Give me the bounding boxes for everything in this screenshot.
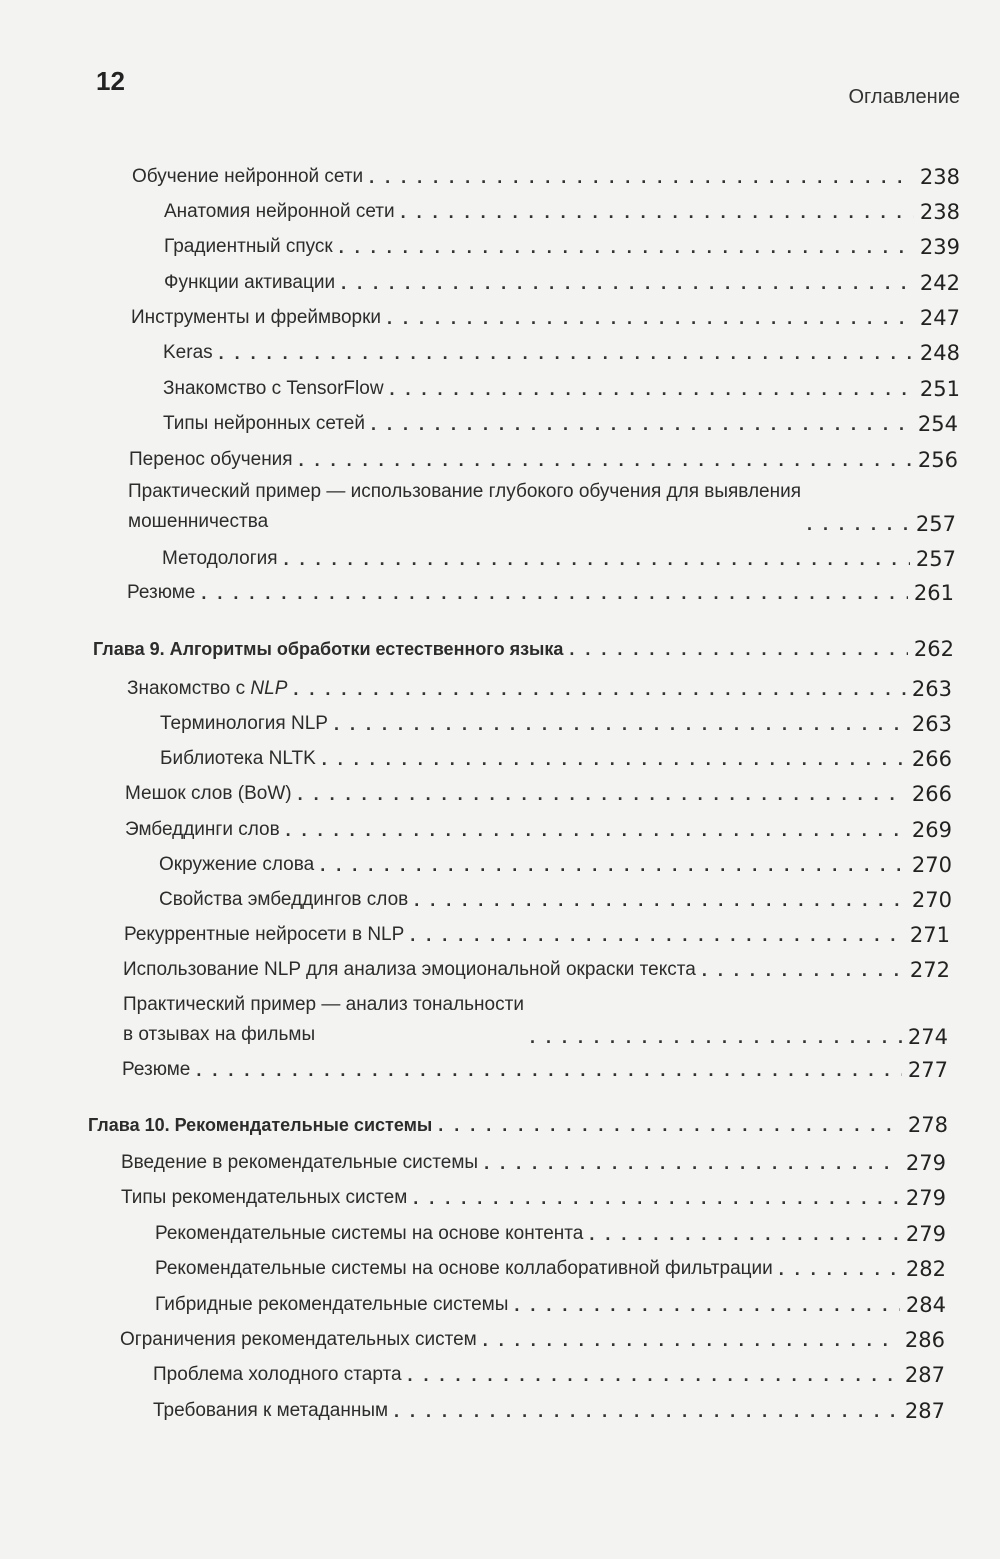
toc-entry [132, 160, 960, 190]
toc-entry-page: 277 [907, 1058, 948, 1082]
leader-dots [779, 1256, 900, 1282]
toc-entry-page: 263 [911, 712, 952, 736]
toc-entry-title: Методология [162, 548, 278, 569]
toc-entry-title-line2: мошенничества [128, 511, 269, 532]
toc-entry-page: 282 [905, 1257, 946, 1281]
leader-dots [394, 1398, 899, 1424]
toc-entry [128, 477, 956, 537]
toc-entry [160, 707, 952, 737]
toc-entry [123, 990, 948, 1050]
leader-dots [514, 1292, 900, 1318]
leader-dots [410, 922, 904, 948]
leader-dots [201, 580, 908, 606]
toc-chapter-entry [88, 1108, 948, 1138]
toc-entry-page: 266 [911, 747, 952, 771]
toc-entry-title: Анатомия нейронной сети [164, 201, 395, 222]
toc-entry-page: 263 [911, 677, 952, 701]
toc-entry [163, 407, 958, 437]
leader-dots [702, 957, 904, 983]
toc-entry-page: 279 [905, 1222, 946, 1246]
toc-entry [155, 1252, 946, 1282]
leader-dots [299, 447, 912, 473]
toc-entry [127, 672, 952, 702]
toc-entry [164, 195, 960, 225]
leader-dots [286, 817, 906, 843]
toc-entry-title: Требования к метаданным [153, 1400, 389, 1421]
toc-entry-title [128, 477, 801, 537]
toc-entry-page: 257 [915, 547, 956, 571]
toc-entry-page: 254 [917, 412, 958, 436]
toc-entry-title-line1: Практический пример — анализ тональности [123, 994, 524, 1015]
toc-entry-title-line1: Практический пример — использование глубокого обучения для выявления [128, 481, 802, 502]
toc-entry-title: Эмбеддинги слов [125, 819, 280, 840]
leader-dots [369, 164, 914, 190]
toc-entry [153, 1394, 945, 1424]
toc-entry [159, 883, 952, 913]
toc-entry-title: Рекомендательные системы на основе контента [155, 1223, 584, 1244]
toc-entry-page: 248 [919, 341, 960, 365]
leader-dots [320, 852, 906, 878]
toc-entry [127, 576, 954, 606]
toc-entry-page: 279 [905, 1151, 946, 1175]
toc-entry-page: 251 [919, 377, 960, 401]
leader-dots [438, 1112, 902, 1138]
toc-entry-title: Глава 10. Рекомендательные системы [88, 1115, 433, 1135]
toc-entry-title: Рекомендательные системы на основе коллаборативной фильтрации [155, 1258, 773, 1279]
toc-entry [164, 230, 960, 260]
leader-dots [807, 511, 910, 537]
toc-entry [155, 1217, 946, 1247]
toc-entry [124, 918, 950, 948]
leader-dots [219, 340, 914, 366]
toc-entry [131, 301, 960, 331]
toc-entry-title [123, 990, 524, 1050]
toc-entry-title: Keras [163, 342, 213, 363]
toc-entry-page: 247 [919, 306, 960, 330]
toc-entry-title: Окружение слова [159, 854, 315, 875]
toc-entry-page: 238 [919, 200, 960, 224]
toc-entry-title: Градиентный спуск [164, 236, 333, 257]
toc-entry-title: Проблема холодного старта [153, 1364, 402, 1385]
leader-dots [413, 1185, 900, 1211]
toc-entry-title: Перенос обучения [129, 449, 293, 470]
toc-entry-title: Библиотека NLTK [160, 748, 316, 769]
toc-entry-page: 269 [911, 818, 952, 842]
toc-entry-page: 284 [905, 1293, 946, 1317]
toc-entry-title: Резюме [127, 582, 196, 603]
leader-dots [284, 546, 910, 572]
toc-entry-title: Мешок слов (BoW) [125, 783, 292, 804]
leader-dots [414, 887, 906, 913]
toc-entry [160, 742, 952, 772]
toc-entry [121, 1146, 946, 1176]
leader-dots [196, 1057, 902, 1083]
toc-entry-title: Обучение нейронной сети [132, 166, 364, 187]
toc-entry-title: Инструменты и фреймворки [131, 307, 382, 328]
toc-entry-title: Терминология NLP [160, 713, 328, 734]
toc-entry-title-line2: в отзывах на фильмы [123, 1024, 316, 1045]
toc-entry-page: 287 [904, 1363, 945, 1387]
toc-entry-title-emphasis: NLP [250, 678, 288, 699]
toc-entry-title: Рекуррентные нейросети в NLP [124, 924, 405, 945]
leader-dots [408, 1362, 899, 1388]
toc-entry [159, 848, 952, 878]
leader-dots [387, 305, 914, 331]
toc-entry-page: 274 [907, 1025, 948, 1049]
leader-dots [334, 711, 906, 737]
toc-entry [163, 372, 960, 402]
leader-dots [483, 1327, 899, 1353]
leader-dots [390, 376, 914, 402]
toc-entry-page: 257 [915, 512, 956, 536]
toc-entry-title: Функции активации [164, 272, 336, 293]
toc-entry-title: Знакомство с TensorFlow [163, 378, 384, 399]
toc-entry-page: 272 [909, 958, 950, 982]
toc-entry [129, 443, 958, 473]
toc-entry-page: 270 [911, 853, 952, 877]
toc-entry-page: 262 [913, 637, 954, 661]
toc-entry-page: 256 [917, 448, 958, 472]
toc-entry [120, 1323, 945, 1353]
toc-entry-page: 266 [911, 782, 952, 806]
toc-entry [121, 1181, 946, 1211]
toc-entry-page: 287 [904, 1399, 945, 1423]
toc-entry-title: Ограничения рекомендательных систем [120, 1329, 477, 1350]
leader-dots [339, 234, 914, 260]
leader-dots [298, 781, 906, 807]
leader-dots [589, 1221, 900, 1247]
toc-entry-page: 279 [905, 1186, 946, 1210]
toc-entry-page: 239 [919, 235, 960, 259]
toc-entry-title: Введение в рекомендательные системы [121, 1152, 479, 1173]
toc-entry-page: 238 [919, 165, 960, 189]
toc-entry-page: 286 [904, 1328, 945, 1352]
toc-entry [125, 777, 952, 807]
toc-entry-page: 270 [911, 888, 952, 912]
leader-dots [341, 270, 914, 296]
toc-entry [153, 1358, 945, 1388]
toc-entry [155, 1288, 946, 1318]
toc-entry-title: Свойства эмбеддингов слов [159, 889, 409, 910]
page-number: 12 [96, 66, 125, 96]
toc-entry-title: Использование NLP для анализа эмоциональной окраски текста [123, 959, 696, 980]
leader-dots [401, 199, 914, 225]
leader-dots [371, 411, 912, 437]
toc-entry-title: Глава 9. Алгоритмы обработки естественного языка [93, 639, 564, 659]
toc-entry-title: Резюме [122, 1059, 191, 1080]
leader-dots [569, 636, 907, 662]
toc-entry [125, 813, 952, 843]
toc-entry [163, 336, 960, 366]
toc-entry [123, 953, 950, 983]
toc-entry-title: Гибридные рекомендательные системы [155, 1294, 509, 1315]
running-head: Оглавление [848, 86, 960, 108]
toc-chapter-entry [93, 632, 954, 662]
toc-entry [164, 266, 960, 296]
leader-dots [293, 676, 906, 702]
toc-entry [162, 542, 956, 572]
toc-entry-page: 242 [919, 271, 960, 295]
toc-entry-title: Типы рекомендательных систем [121, 1187, 408, 1208]
toc-entry-page: 278 [907, 1113, 948, 1137]
toc-entry [122, 1053, 948, 1083]
leader-dots [530, 1024, 902, 1050]
toc-entry-title-prefix: Знакомство с [127, 678, 251, 699]
toc-entry-page: 271 [909, 923, 950, 947]
toc-entry-title [127, 676, 287, 702]
toc-entry-page: 261 [913, 581, 954, 605]
leader-dots [322, 746, 906, 772]
leader-dots [484, 1150, 900, 1176]
toc-entry-title: Типы нейронных сетей [163, 413, 365, 434]
